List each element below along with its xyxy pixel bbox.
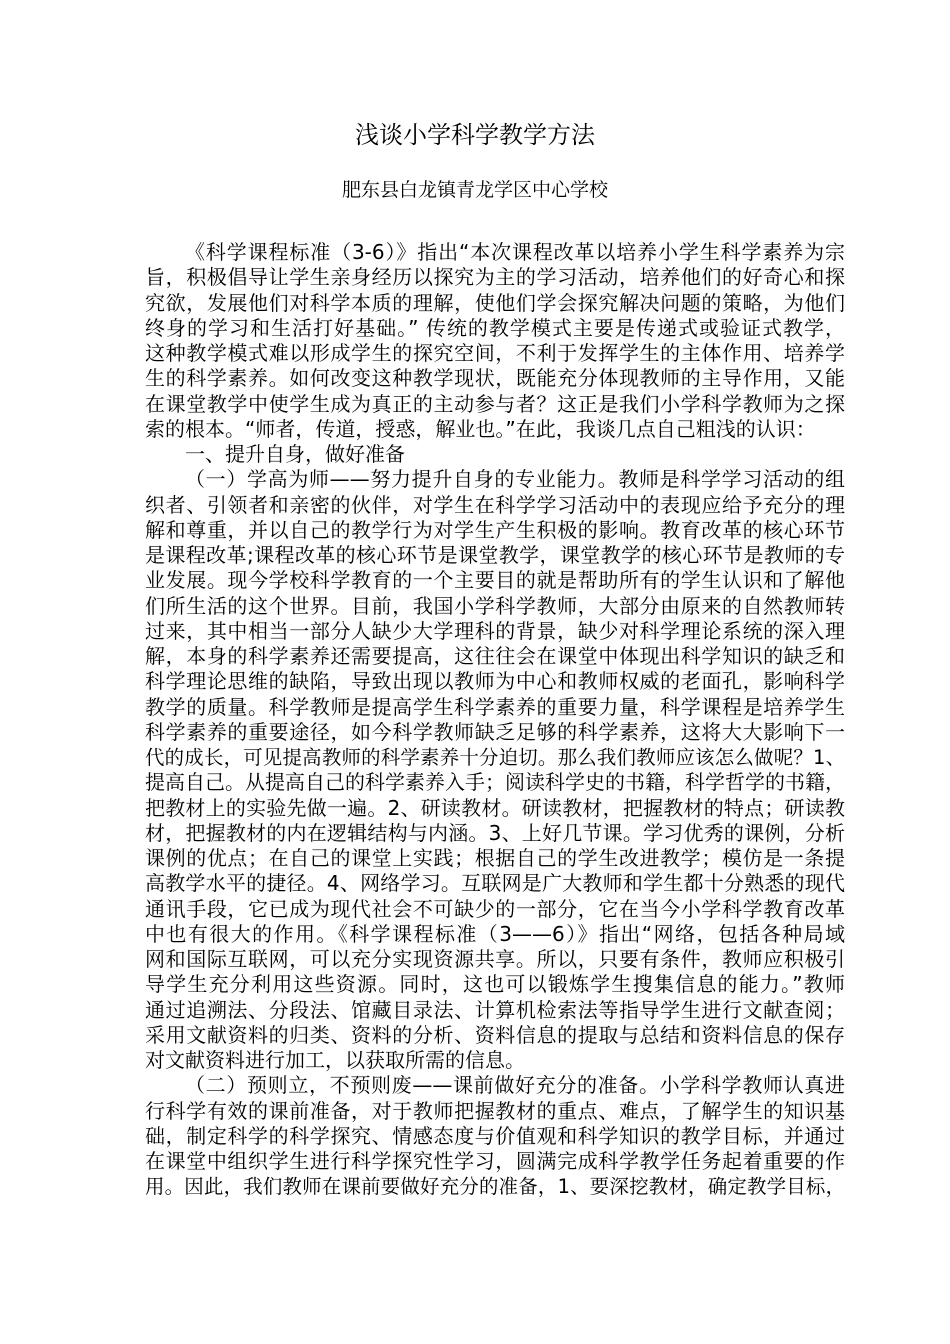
body-text-line: （一）学高为师——努力提升自身的专业能力。教师是科学学习活动的组: [185, 467, 845, 492]
document-author: 肥东县白龙镇青龙学区中心学校: [341, 179, 608, 201]
body-text-line: 对文献资料进行加工，以获取所需的信息。: [145, 1048, 525, 1072]
body-text-line: 课例的优点；在自己的课堂上实践；根据自己的学生改进教学；模仿是一条提: [145, 846, 845, 870]
body-text-line: 用。因此，我们教师在课前要做好充分的准备，1、要深挖教材，确定教学目标，: [145, 1175, 845, 1199]
body-text-line: 行科学有效的课前准备，对于教师把握教材的重点、难点，了解学生的知识基: [145, 1098, 845, 1123]
body-text-line: 提高自己。从提高自己的科学素养入手；阅读科学史的书籍，科学哲学的书籍，: [145, 770, 845, 795]
document-title: 浅谈小学科学教学方法: [355, 121, 595, 149]
document-body: [145, 240, 845, 1200]
body-text-line: 导学生充分利用这些资源。同时，这也可以锻炼学生搜集信息的能力。”教师: [145, 972, 845, 997]
body-text-line: 业发展。现今学校科学教育的一个主要目的就是帮助所有的学生认识和了解他: [145, 568, 845, 593]
body-text-line: 网和国际互联网，可以充分实现资源共享。所以，只要有条件，教师应积极引: [145, 947, 845, 971]
body-text-line: 教学的质量。科学教师是提高学生科学素养的重要力量，科学课程是培养学生: [145, 694, 845, 719]
body-text-line: 通过追溯法、分段法、馆藏目录法、计算机检索法等指导学生进行文献查阅；: [145, 997, 845, 1022]
body-text-line: 终身的学习和生活打好基础。” 传统的教学模式主要是传递式或验证式教学，: [145, 315, 845, 340]
body-text-line: 高教学水平的捷径。4、网络学习。互联网是广大教师和学生都十分熟悉的现代: [145, 871, 845, 896]
body-text-line: 究欲，发展他们对科学本质的理解，使他们学会探究解决问题的策略，为他们: [145, 290, 845, 315]
body-text-line: 采用文献资料的归类、资料的分析、资料信息的提取与总结和资料信息的保存: [145, 1022, 845, 1047]
body-text-line: 把教材上的实验先做一遍。2、研读教材。研读教材，把握教材的特点；研读教: [145, 795, 845, 820]
body-text-line: 生的科学素养。如何改变这种教学现状，既能充分体现教师的主导作用，又能: [145, 366, 845, 391]
body-text-line: 中也有很大的作用。《科学课程标准（3——6）》指出“网络，包括各种局域: [145, 921, 845, 946]
body-text-line: 们所生活的这个世界。目前，我国小学科学教师，大部分由原来的自然教师转: [145, 593, 845, 618]
body-text-line: 在课堂教学中使学生成为真正的主动参与者？这正是我们小学科学教师为之探: [145, 391, 845, 416]
body-text-line: 通讯手段，它已成为现代社会不可缺少的一部分，它在当今小学科学教育改革: [145, 896, 845, 921]
body-text-line: 解和尊重，并以自己的教学行为对学生产生积极的影响。教育改革的核心环节: [145, 517, 845, 542]
body-text-line: （二）预则立，不预则废——课前做好充分的准备。小学科学教师认真进: [185, 1073, 845, 1098]
body-text-line: 在课堂中组织学生进行科学探究性学习，圆满完成科学教学任务起着重要的作: [145, 1149, 845, 1173]
body-text-line: 科学素养的重要途径，如今科学教师缺乏足够的科学素养，这将大大影响下一: [145, 719, 845, 744]
body-text-line: 索的根本。“师者，传道，授惑，解业也。”在此，我谈几点自己粗浅的认识：: [145, 416, 816, 441]
body-text-line: 旨，积极倡导让学生亲身经历以探究为主的学习活动，培养他们的好奇心和探: [145, 265, 845, 290]
body-text-line: 织者、引领者和亲密的伙伴，对学生在科学学习活动中的表现应给予充分的理: [145, 492, 845, 517]
body-text-line: 《科学课程标准（3-6）》指出“本次课程改革以培养小学生科学素养为宗: [185, 240, 845, 264]
body-text-line: 过来，其中相当一部分人缺少大学理科的背景，缺少对科学理论系统的深入理: [145, 618, 845, 643]
body-text-line: 础，制定科学的科学探究、情感态度与价值观和科学知识的教学目标，并通过: [145, 1123, 845, 1148]
body-text-line: 代的成长，可见提高教师的科学素养十分迫切。那么我们教师应该怎么做呢？1、: [145, 746, 845, 769]
body-text-line: 科学理论思维的缺陷，导致出现以教师为中心和教师权威的老面孔，影响科学: [145, 669, 845, 694]
body-text-line: 一、提升自身，做好准备: [185, 442, 405, 466]
body-text-line: 这种教学模式难以形成学生的探究空间，不利于发挥学生的主体作用、培养学: [145, 341, 845, 365]
body-text-line: 材，把握教材的内在逻辑结构与内涵。3、上好几节课。学习优秀的课例，分析: [145, 820, 845, 845]
body-text-line: 是课程改革;课程改革的核心环节是课堂教学，课堂教学的核心环节是教师的专: [145, 543, 845, 567]
body-text-line: 解，本身的科学素养还需要提高，这往往会在课堂中体现出科学知识的缺乏和: [145, 644, 845, 668]
